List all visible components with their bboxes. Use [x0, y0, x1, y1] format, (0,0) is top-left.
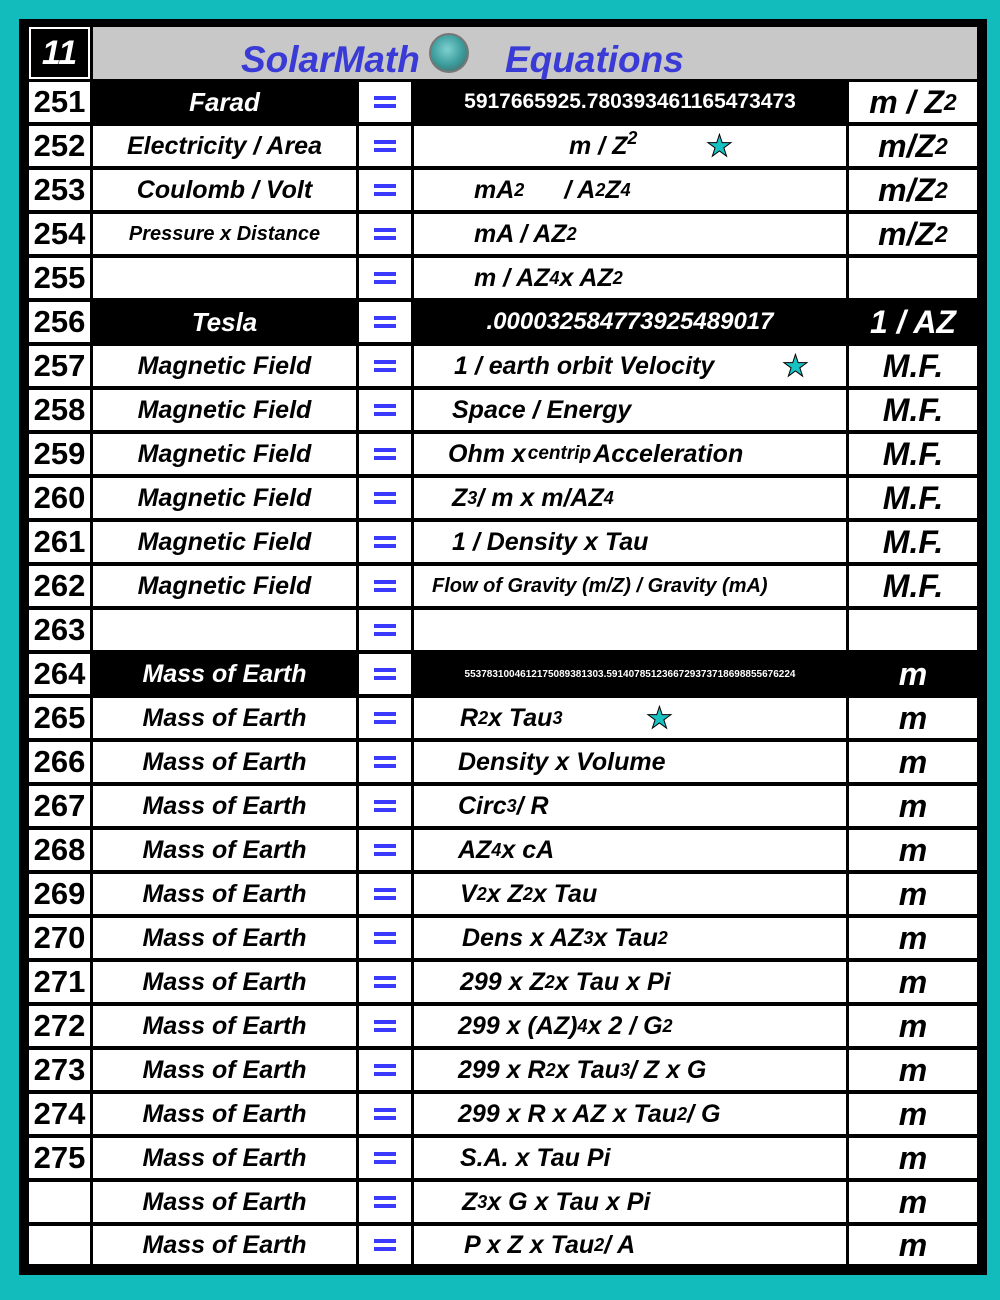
row-value: 1 / Density x Tau [414, 522, 846, 562]
row-label: Mass of Earth [93, 874, 356, 914]
star-icon: ★ [782, 349, 809, 383]
equals-sign [359, 1182, 411, 1222]
row-label: Mass of Earth [93, 1226, 356, 1264]
row-label: Magnetic Field [93, 566, 356, 606]
row-number: 273 [29, 1050, 90, 1090]
value-text: x Tau [555, 1055, 620, 1084]
equals-icon [374, 1019, 396, 1033]
row-number: 260 [29, 478, 90, 518]
value-text: 1 / earth orbit Velocity [454, 351, 715, 380]
equals-icon [374, 1107, 396, 1121]
row-label [93, 258, 356, 298]
value-text: V [460, 879, 477, 908]
row-unit: m [849, 654, 977, 694]
row-label: Mass of Earth [93, 654, 356, 694]
row-label: Mass of Earth [93, 1138, 356, 1178]
row-value: Z 3 x G x Tau x Pi [414, 1182, 846, 1222]
equals-icon [374, 1151, 396, 1165]
equals-sign [359, 566, 411, 606]
equals-sign [359, 1094, 411, 1134]
equals-sign [359, 302, 411, 342]
value-text: x Tau [488, 703, 553, 732]
row-label: Magnetic Field [93, 346, 356, 386]
row-value: Z 3 / m x m/AZ 4 [414, 478, 846, 518]
equals-icon [374, 579, 396, 593]
row-label: Tesla [93, 302, 356, 342]
value-text: x AZ [559, 263, 613, 292]
row-value: mA 2 / A 2 Z 4 [414, 170, 846, 210]
row-unit: m [849, 1006, 977, 1046]
equals-sign [359, 610, 411, 650]
row-number: 261 [29, 522, 90, 562]
equals-sign [359, 1050, 411, 1090]
row-number [29, 1182, 90, 1222]
row-label: Mass of Earth [93, 698, 356, 738]
equals-sign [359, 918, 411, 958]
row-label: Pressure x Distance [93, 214, 356, 254]
value-sup: 2 [627, 127, 638, 148]
equals-icon [374, 755, 396, 769]
value-text: Dens x AZ [462, 923, 584, 952]
row-label: Magnetic Field [93, 478, 356, 518]
row-label: Coulomb / Volt [93, 170, 356, 210]
row-number: 275 [29, 1138, 90, 1178]
row-unit: m [849, 874, 977, 914]
value-text: mA [474, 175, 515, 204]
value-small-text: centrip [527, 443, 592, 464]
equals-sign [359, 170, 411, 210]
table-frame [19, 19, 987, 1275]
value-text: x 2 / G [587, 1011, 663, 1040]
row-value: mA / AZ 2 [414, 214, 846, 254]
row-unit: m [849, 1094, 977, 1134]
row-number [29, 1226, 90, 1264]
row-unit: M.F. [849, 434, 977, 474]
equals-icon [374, 711, 396, 725]
row-number: 255 [29, 258, 90, 298]
value-text: Acceleration [593, 439, 744, 468]
equals-icon [374, 1195, 396, 1209]
row-number: 267 [29, 786, 90, 826]
row-label [93, 610, 356, 650]
row-number: 251 [29, 82, 90, 122]
value-text: x Tau [593, 923, 658, 952]
equals-icon [374, 183, 396, 197]
row-unit: M.F. [849, 566, 977, 606]
row-number: 254 [29, 214, 90, 254]
row-value: Density x Volume [414, 742, 846, 782]
row-unit: m [849, 1138, 977, 1178]
title-left: SolarMath [241, 39, 420, 80]
value-text: Z [605, 175, 621, 204]
row-number: 268 [29, 830, 90, 870]
equals-icon [374, 667, 396, 681]
row-label: Mass of Earth [93, 1006, 356, 1046]
row-number: 274 [29, 1094, 90, 1134]
row-value: 299 x Z 2 x Tau x Pi [414, 962, 846, 1002]
row-number: 270 [29, 918, 90, 958]
equals-icon [374, 491, 396, 505]
value-text: x Tau [532, 879, 598, 908]
equals-icon [374, 799, 396, 813]
unit-text: m/Z [878, 127, 936, 164]
row-label: Mass of Earth [93, 830, 356, 870]
row-number: 266 [29, 742, 90, 782]
row-unit [849, 610, 977, 650]
row-label: Mass of Earth [93, 962, 356, 1002]
row-unit: m / Z 2 [849, 82, 977, 122]
equals-icon [374, 359, 396, 373]
row-unit: m [849, 786, 977, 826]
equals-sign [359, 962, 411, 1002]
equals-icon [374, 447, 396, 461]
value-text: P x Z x Tau [464, 1230, 595, 1259]
row-value: 299 x R 2 x Tau 3 / Z x G [414, 1050, 846, 1090]
equals-icon [374, 931, 396, 945]
row-value: AZ 4 x cA [414, 830, 846, 870]
value-text: x Tau x Pi [554, 967, 671, 996]
value-wrap [569, 127, 638, 161]
equals-sign [359, 258, 411, 298]
equals-icon [374, 139, 396, 153]
row-unit: m [849, 1182, 977, 1222]
row-unit: M.F. [849, 478, 977, 518]
value-text: R [460, 703, 479, 732]
equals-sign [359, 522, 411, 562]
row-number: 265 [29, 698, 90, 738]
row-value: S.A. x Tau Pi [414, 1138, 846, 1178]
equals-sign [359, 478, 411, 518]
value-text: x cA [501, 835, 555, 864]
row-unit: m [849, 742, 977, 782]
row-value: Flow of Gravity (m/Z) / Gravity (mA) [414, 566, 846, 606]
star-icon: ★ [646, 701, 673, 735]
row-label: Magnetic Field [93, 434, 356, 474]
row-value: Circ 3 / R [414, 786, 846, 826]
row-unit: m [849, 698, 977, 738]
row-value: .000032584773925489017 [414, 302, 846, 342]
row-label: Mass of Earth [93, 786, 356, 826]
row-label: Mass of Earth [93, 918, 356, 958]
row-value [414, 346, 846, 386]
row-number: 256 [29, 302, 90, 342]
value-text: mA / AZ [474, 219, 567, 248]
row-value: 5917665925.780393461165473473 [414, 82, 846, 122]
equals-icon [374, 315, 396, 329]
row-number: 264 [29, 654, 90, 694]
value-text: m / Z [569, 131, 628, 160]
row-unit: m [849, 918, 977, 958]
value-text: 299 x R [458, 1055, 546, 1084]
row-unit: M.F. [849, 390, 977, 430]
equals-sign [359, 742, 411, 782]
value-text: 299 x (AZ) [458, 1011, 578, 1040]
row-unit: m/Z 2 [849, 126, 977, 166]
row-unit: m [849, 830, 977, 870]
equals-icon [374, 535, 396, 549]
row-number: 272 [29, 1006, 90, 1046]
solarmath-logo-icon [429, 33, 469, 73]
row-label: Mass of Earth [93, 742, 356, 782]
value-text: AZ [458, 835, 492, 864]
row-value: 299 x (AZ) 4 x 2 / G 2 [414, 1006, 846, 1046]
equals-sign [359, 1006, 411, 1046]
equals-sign [359, 82, 411, 122]
equals-sign [359, 874, 411, 914]
value-text: x G x Tau x Pi [487, 1187, 651, 1216]
value-text: m / AZ [474, 263, 550, 292]
equals-icon [374, 271, 396, 285]
value-text: Circ [458, 791, 507, 820]
row-value: V 2 x Z 2 x Tau [414, 874, 846, 914]
row-number: 269 [29, 874, 90, 914]
value-text: Z [462, 1187, 478, 1216]
equals-sign [359, 830, 411, 870]
unit-text: m / Z [869, 83, 944, 120]
title-bar [93, 27, 977, 79]
equals-sign [359, 1138, 411, 1178]
row-unit: m [849, 1226, 977, 1264]
value-text: / G [687, 1099, 721, 1128]
row-number: 253 [29, 170, 90, 210]
value-text: / Z x G [629, 1055, 707, 1084]
equals-icon [374, 887, 396, 901]
row-unit [849, 258, 977, 298]
equals-sign [359, 390, 411, 430]
row-label: Electricity / Area [93, 126, 356, 166]
equals-icon [374, 1238, 396, 1252]
page-number: 11 [29, 27, 90, 79]
value-text: 299 x R x AZ x Tau [458, 1099, 678, 1128]
row-unit: 1 / AZ [849, 302, 977, 342]
row-unit: m [849, 962, 977, 1002]
equals-icon [374, 227, 396, 241]
value-text: 299 x Z [460, 967, 545, 996]
row-number: 271 [29, 962, 90, 1002]
row-value [414, 610, 846, 650]
row-label: Mass of Earth [93, 1050, 356, 1090]
value-text: Z [452, 483, 468, 512]
row-unit: M.F. [849, 346, 977, 386]
row-value [414, 434, 846, 474]
row-label: Mass of Earth [93, 1182, 356, 1222]
equals-sign [359, 214, 411, 254]
equals-sign [359, 654, 411, 694]
equals-sign [359, 786, 411, 826]
row-label: Mass of Earth [93, 1094, 356, 1134]
equals-sign [359, 1226, 411, 1264]
row-number: 262 [29, 566, 90, 606]
equals-icon [374, 975, 396, 989]
row-unit: m [849, 1050, 977, 1090]
equals-sign [359, 126, 411, 166]
unit-text: m/Z [878, 171, 936, 208]
equals-icon [374, 403, 396, 417]
value-text: Ohm x [448, 439, 526, 468]
equals-icon [374, 843, 396, 857]
row-unit: m/Z 2 [849, 170, 977, 210]
row-unit: M.F. [849, 522, 977, 562]
row-unit: m/Z 2 [849, 214, 977, 254]
row-value: Dens x AZ 3 x Tau 2 [414, 918, 846, 958]
title-right: Equations [505, 39, 684, 80]
row-value: 5537831004612175089381303.5914078512366729373718698855676224 [414, 654, 846, 694]
equals-icon [374, 95, 396, 109]
equals-sign [359, 346, 411, 386]
equals-sign [359, 434, 411, 474]
row-value: P x Z x Tau 2 / A [414, 1226, 846, 1264]
unit-text: m/Z [878, 215, 936, 252]
row-number: 259 [29, 434, 90, 474]
value-text: x Z [486, 879, 523, 908]
equals-sign [359, 698, 411, 738]
value-text: / m x m/AZ [477, 483, 604, 512]
row-number: 257 [29, 346, 90, 386]
row-label: Magnetic Field [93, 522, 356, 562]
value-text: / A [564, 175, 596, 204]
row-value: m / AZ 4 x AZ 2 [414, 258, 846, 298]
row-number: 263 [29, 610, 90, 650]
value-text: / R [516, 791, 549, 820]
row-value: 299 x R x AZ x Tau 2 / G [414, 1094, 846, 1134]
row-value: R 2 x Tau 3 ★ [414, 698, 846, 738]
row-value [414, 126, 846, 166]
row-number: 252 [29, 126, 90, 166]
star-icon: ★ [706, 129, 733, 163]
value-text: / A [604, 1230, 636, 1259]
equals-icon [374, 623, 396, 637]
equals-icon [374, 1063, 396, 1077]
row-label: Farad [93, 82, 356, 122]
row-number: 258 [29, 390, 90, 430]
row-label: Magnetic Field [93, 390, 356, 430]
row-value: Space / Energy [414, 390, 846, 430]
